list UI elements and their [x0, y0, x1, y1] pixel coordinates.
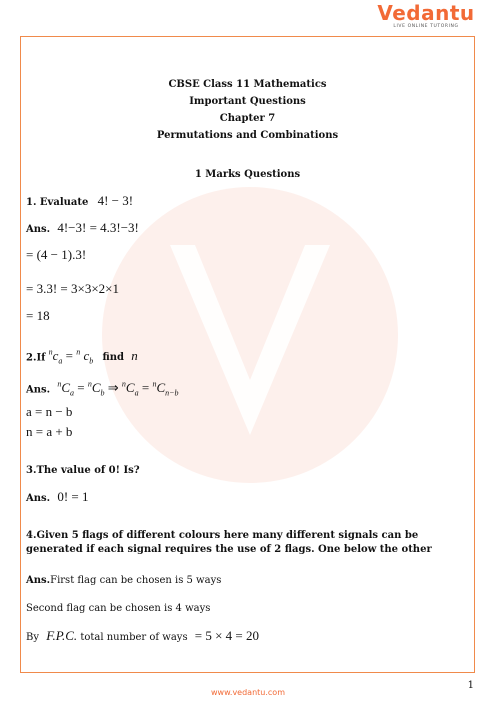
a4-line2: Second flag can be chosen is 4 ways — [26, 603, 211, 614]
q2-find: find — [102, 352, 124, 364]
a1-step4: = 18 — [26, 308, 50, 323]
page-number: 1 — [467, 680, 474, 691]
a3-label: Ans. — [26, 493, 51, 504]
a2-step2: n = a + b — [26, 424, 73, 439]
vedantu-logo — [376, 2, 476, 34]
question-1 — [26, 194, 133, 210]
question-3 — [26, 464, 140, 478]
a4-label: Ans. — [26, 575, 51, 586]
answer-3 — [26, 490, 89, 506]
logo-word: Vedantu — [377, 1, 475, 25]
header-class: CBSE Class 11 Mathematics — [168, 79, 327, 90]
header-title: Important Questions — [189, 96, 306, 107]
a1-label: Ans. — [26, 224, 51, 235]
question-4 — [26, 529, 470, 557]
header-topic: Permutations and Combinations — [156, 130, 339, 141]
question-2 — [26, 346, 138, 369]
q1-label: 1. Evaluate — [26, 197, 89, 208]
a4-line1: First flag can be chosen is 5 ways — [50, 575, 222, 586]
q2-label: 2.If — [26, 352, 46, 364]
section-title: 1 Marks Questions — [194, 169, 301, 180]
q4-text: 4.Given 5 flags of different colours here many different signals can be generated if each signal requires the use of 2 flags. One below the other — [26, 530, 432, 555]
header-chapter: Chapter 7 — [219, 113, 276, 124]
q2-expr: $^nc_a = ^n$ $c_b$ — [48, 348, 94, 366]
logo-tagline: LIVE ONLINE TUTORING — [393, 24, 459, 29]
answer-1-line1 — [26, 221, 139, 237]
a1-step3: = 3.3! = 3×3×2×1 — [26, 281, 119, 296]
a3-expr: 0! = 1 — [57, 489, 89, 504]
q3-label: 3.The value of 0! Is? — [26, 465, 140, 476]
q2-variable: n — [131, 348, 138, 364]
answer-2-line1 — [26, 378, 179, 401]
a1-step1: 4!−3! = 4.3!−3! — [57, 220, 139, 235]
q1-expr: 4! − 3! — [97, 193, 134, 208]
a4-by: By — [26, 632, 39, 643]
a4-expr: = 5 × 4 = 20 — [194, 628, 260, 643]
answer-4-line3 — [26, 629, 259, 645]
answer-4-line1 — [26, 574, 221, 588]
a4-fpc: F.P.C. — [46, 628, 78, 643]
a2-expr: $^nC_a = ^nC_b$ ⇒ $^nC_a = ^nC_{n-b}$ — [57, 380, 179, 398]
a4-total: total number of ways — [80, 632, 188, 643]
a2-label: Ans. — [26, 384, 51, 396]
a2-step1: a = n − b — [26, 404, 73, 419]
a1-step2: = (4 − 1).3! — [26, 247, 87, 262]
footer-url[interactable]: www.vedantu.com — [211, 688, 285, 697]
